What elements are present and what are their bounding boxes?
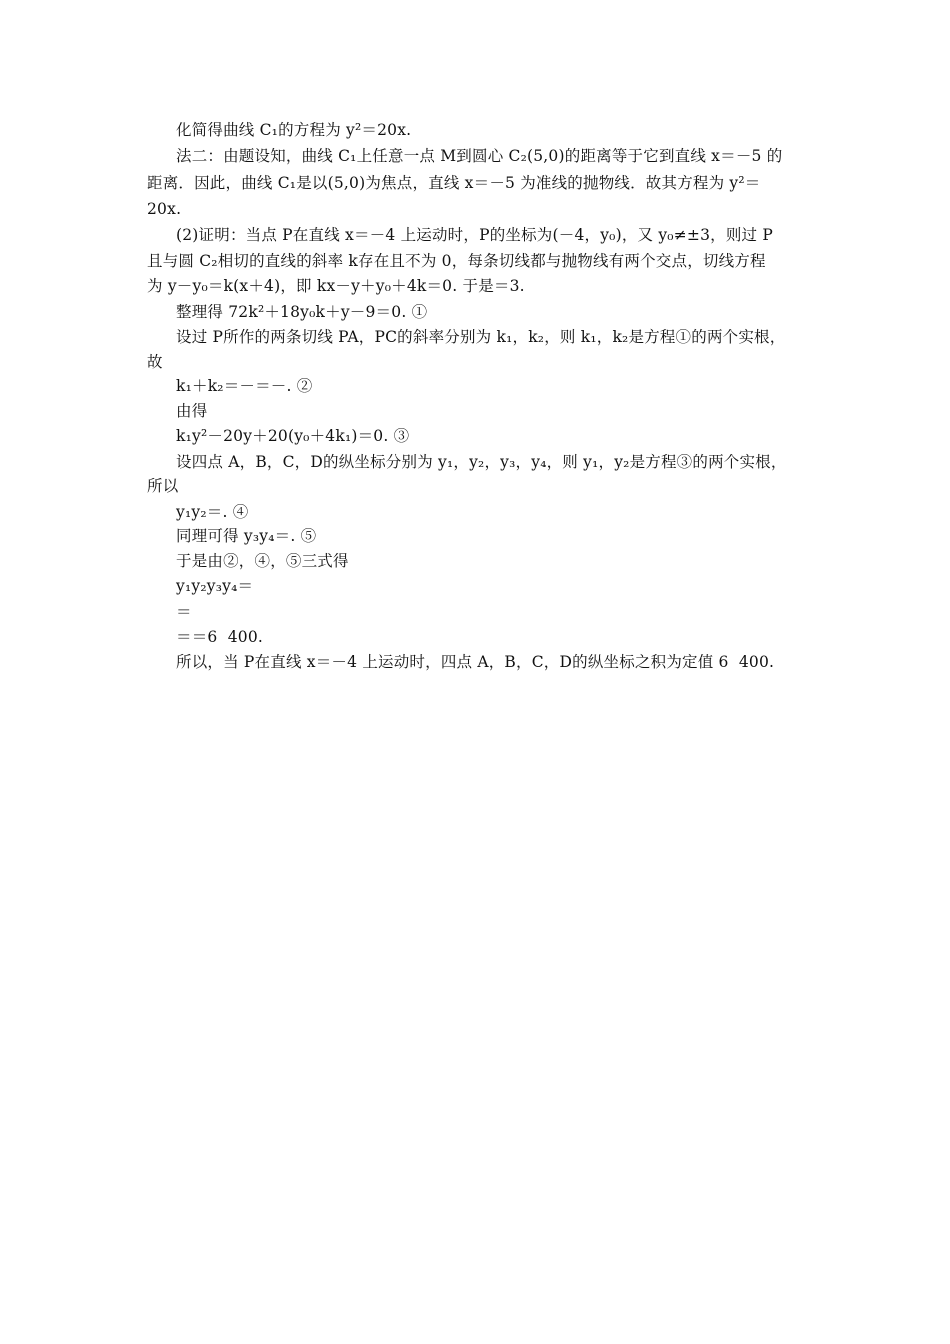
text-line: y₁y₂y₃y₄＝ [176,577,254,595]
text-line: 由得 [176,402,208,420]
text-line: 设过 P所作的两条切线 PA，PC的斜率分别为 k₁，k₂，则 k₁，k₂是方程①的两个实根， [176,328,786,346]
text-line: 所以，当 P在直线 x＝－4 上运动时，四点 A，B，C，D的纵坐标之积为定值 6 400. [176,653,775,671]
text-line: y₁y₂＝. ④ [176,503,249,521]
text-line: 20x. [147,200,182,218]
text-line: 为 y－y₀＝k(x＋4)，即 kx－y＋y₀＋4k＝0. 于是＝3. [147,277,525,295]
text-line: 故 [147,353,163,371]
text-line: 化简得曲线 C₁的方程为 y²＝20x. [176,121,412,139]
text-line: 法二：由题设知，曲线 C₁上任意一点 M到圆心 C₂(5,0)的距离等于它到直线 x＝－5 的 [176,147,783,165]
text-line: (2)证明：当点 P在直线 x＝－4 上运动时，P的坐标为(－4，y₀)，又 y₀≠±3，则过 P [176,226,774,244]
text-line: 距离．因此，曲线 C₁是以(5,0)为焦点，直线 x＝－5 为准线的抛物线．故其方程为 y²＝ [147,174,761,192]
text-line: 于是由②，④，⑤三式得 [176,552,349,570]
text-line: 设四点 A，B，C，D的纵坐标分别为 y₁，y₂，y₃，y₄，则 y₁，y₂是方程③的两个实根， [176,453,787,471]
text-line: ＝＝6 400. [176,628,264,646]
text-line: k₁＋k₂＝－＝－. ② [176,377,313,395]
text-line: ＝ [176,603,192,621]
text-line: k₁y²－20y＋20(y₀＋4k₁)＝0. ③ [176,427,410,445]
text-line: 同理可得 y₃y₄＝. ⑤ [176,527,317,545]
text-line: 且与圆 C₂相切的直线的斜率 k存在且不为 0，每条切线都与抛物线有两个交点，切线方程 [147,252,766,270]
text-line: 所以 [147,477,179,495]
text-line: 整理得 72k²＋18y₀k＋y－9＝0. ① [176,303,428,321]
